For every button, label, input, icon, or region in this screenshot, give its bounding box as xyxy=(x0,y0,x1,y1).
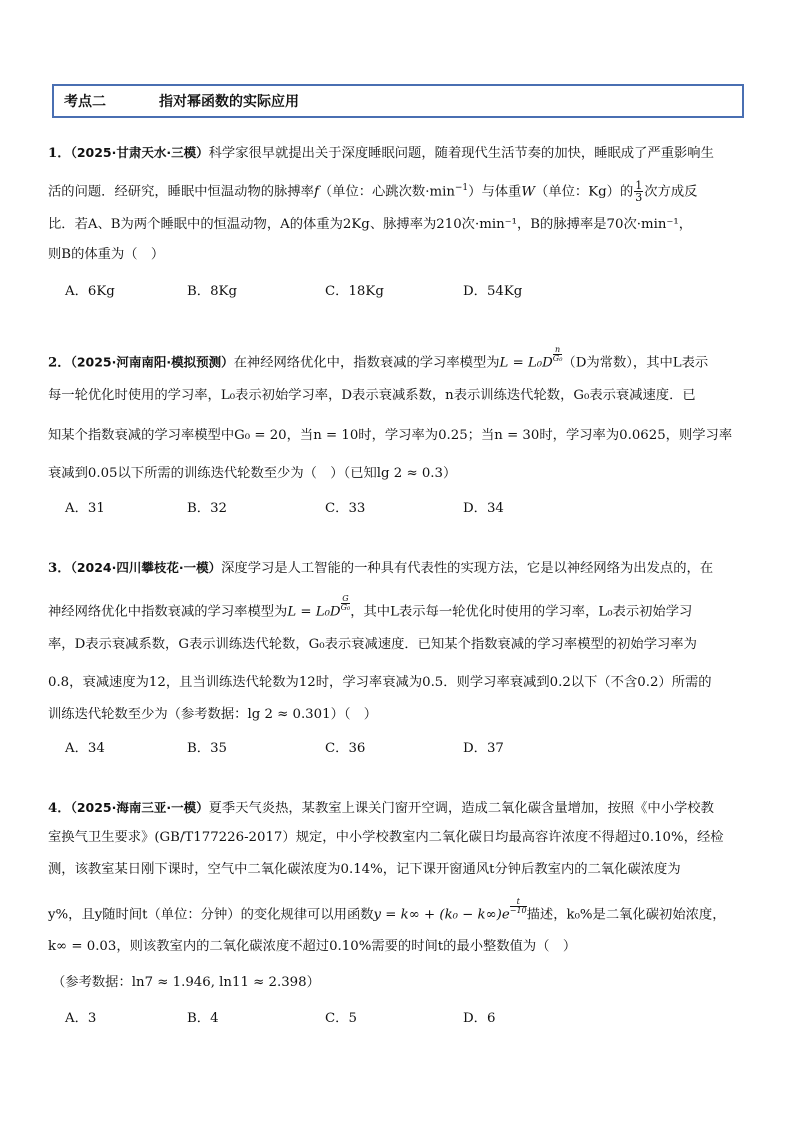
q1-source: （2025·甘肃天水·三模） xyxy=(70,145,209,160)
q4-option-a[interactable]: A．3 xyxy=(65,1011,97,1026)
q4-text: 描述，k₀%是二氧化碳初始浓度， xyxy=(526,907,726,923)
q4-option-c[interactable]: C．5 xyxy=(325,1011,357,1026)
q1-text: （单位：心跳次数·min xyxy=(318,184,455,200)
q3-source: （2024·四川攀枝花·一模） xyxy=(70,560,222,575)
q4-number: 4． xyxy=(48,801,71,816)
q1-option-c[interactable]: C．18Kg xyxy=(325,284,384,299)
q1-text: 活的问题．经研究，睡眠中恒温动物的脉搏率 xyxy=(48,184,314,200)
q2-line-1 xyxy=(48,346,750,373)
q4-line-2: 室换气卫生要求》(GB/T177226-2017）规定，中小学校教室内二氧化碳日均最高容许浓度不得超过0.10%，经检 xyxy=(48,830,724,845)
q1-fraction: $\frac{1}{3}$ xyxy=(635,179,643,205)
q2-number: 2． xyxy=(48,355,71,371)
q3-formula: L = L₀D xyxy=(287,604,341,620)
q2-option-a[interactable]: A．31 xyxy=(65,501,105,516)
q1-text: （单位：Kg）的 xyxy=(535,184,634,200)
q3-option-c[interactable]: C．36 xyxy=(325,741,366,756)
q4-line-4 xyxy=(48,898,750,925)
q3-text: 深度学习是人工智能的一种具有代表性的实现方法，它是以神经网络为出发点的，在 xyxy=(221,561,714,576)
q2-line-4: 衰减到0.05以下所需的训练迭代轮数至少为（ ）（已知lg 2 ≈ 0.3） xyxy=(48,466,457,481)
q1-text: 次方成反 xyxy=(644,184,698,200)
q3-text: 神经网络优化中指数衰减的学习率模型为 xyxy=(48,604,288,620)
q4-line-3: 测，该教室某日刚下课时，空气中二氧化碳浓度为0.14%，记下课开窗通风t分钟后教室内的二氧化碳浓度为 xyxy=(48,862,681,877)
q2-option-b[interactable]: B．32 xyxy=(187,501,227,516)
q1-line-4: 则B的体重为（ ） xyxy=(48,247,165,262)
q2-option-c[interactable]: C．33 xyxy=(325,501,366,516)
q1-number: 1． xyxy=(48,146,71,161)
q1-line-3: 比．若A、B为两个睡眠中的恒温动物，A的体重为2Kg、脉搏率为210次·min⁻¹，B的脉搏率是70次·min⁻¹， xyxy=(48,217,693,232)
section-header xyxy=(52,84,744,118)
q3-option-a[interactable]: A．34 xyxy=(65,741,105,756)
q3-line-5: 训练迭代轮数至少为（参考数据：lg 2 ≈ 0.301）（ ） xyxy=(48,707,378,722)
q3-line-2 xyxy=(48,595,750,622)
q4-text: y%，且y随时间t（单位：分钟）的变化规律可以用函数 xyxy=(48,907,374,923)
q1-line-2 xyxy=(48,178,750,203)
q4-formula: y = k∞ + (k₀ − k∞)e xyxy=(373,907,510,923)
q2-option-d[interactable]: D．34 xyxy=(463,501,504,516)
section-title: 指对幂函数的实际应用 xyxy=(159,94,299,110)
q4-source: （2025·海南三亚·一模） xyxy=(70,800,209,815)
q4-line-1 xyxy=(48,798,750,819)
q3-line-3: 率，D表示衰减系数，G表示训练迭代轮数，G₀表示衰减速度．已知某个指数衰减的学习率模型的初始学习率为 xyxy=(48,637,697,652)
q2-text: 在神经网络优化中，指数衰减的学习率模型为 xyxy=(233,355,500,371)
q2-line-2: 每一轮优化时使用的学习率，L₀表示初始学习率，D表示衰减系数，n表示训练迭代轮数，G₀表示衰减速度．已 xyxy=(48,388,696,403)
q4-line-5: k∞ = 0.03，则该教室内的二氧化碳浓度不超过0.10%需要的时间t的最小整数值为（ ） xyxy=(48,939,577,954)
q4-line-6: （参考数据：ln7 ≈ 1.946, ln11 ≈ 2.398） xyxy=(52,975,320,990)
q4-text: 夏季天气炎热，某教室上课关门窗开空调，造成二氧化碳含量增加，按照《中小学校教 xyxy=(208,801,714,816)
section-tag: 考点二 xyxy=(64,94,106,110)
q1-var-w: W xyxy=(521,184,536,200)
q2-formula: L = L₀D xyxy=(499,355,553,371)
q3-text: ，其中L表示每一轮优化时使用的学习率，L₀表示初始学习 xyxy=(350,604,693,620)
q3-option-b[interactable]: B．35 xyxy=(187,741,227,756)
q3-line-4: 0.8，衰减速度为12，且当训练迭代轮数为12时，学习率衰减为0.5．则学习率衰减到0.2以下（不含0.2）所需的 xyxy=(48,675,712,690)
q3-number: 3． xyxy=(48,561,71,576)
q1-option-a[interactable]: A．6Kg xyxy=(65,284,115,299)
q4-option-d[interactable]: D．6 xyxy=(463,1011,496,1026)
q1-option-d[interactable]: D．54Kg xyxy=(463,284,523,299)
q2-text: （D为常数），其中L表示 xyxy=(562,355,709,371)
q2-line-3: 知某个指数衰减的学习率模型中G₀ = 20，当n = 10时，学习率为0.25；当n = 30时，学习率为0.0625，则学习率 xyxy=(48,428,733,443)
q2-source: （2025·河南南阳·模拟预测） xyxy=(70,354,234,370)
q1-text: 科学家很早就提出关于深度睡眠问题，随着现代生活节奏的加快，睡眠成了严重影响生 xyxy=(208,146,714,161)
q1-text: ）与体重 xyxy=(468,184,522,200)
q1-var-f: f xyxy=(313,184,319,200)
q4-option-b[interactable]: B．4 xyxy=(187,1011,219,1026)
q3-formula-exponent: $\frac{G}{\text{G₀}}$ xyxy=(340,594,351,612)
q1-exponent: −1 xyxy=(454,183,469,193)
q4-formula-exponent: $\frac{t}{-10}$ xyxy=(509,897,527,915)
q2-formula-exponent: $\frac{n}{\text{G₀}}$ xyxy=(552,345,563,363)
q1-option-b[interactable]: B．8Kg xyxy=(187,284,237,299)
q3-option-d[interactable]: D．37 xyxy=(463,741,504,756)
q3-line-1 xyxy=(48,558,750,579)
q1-line-1 xyxy=(48,143,750,164)
